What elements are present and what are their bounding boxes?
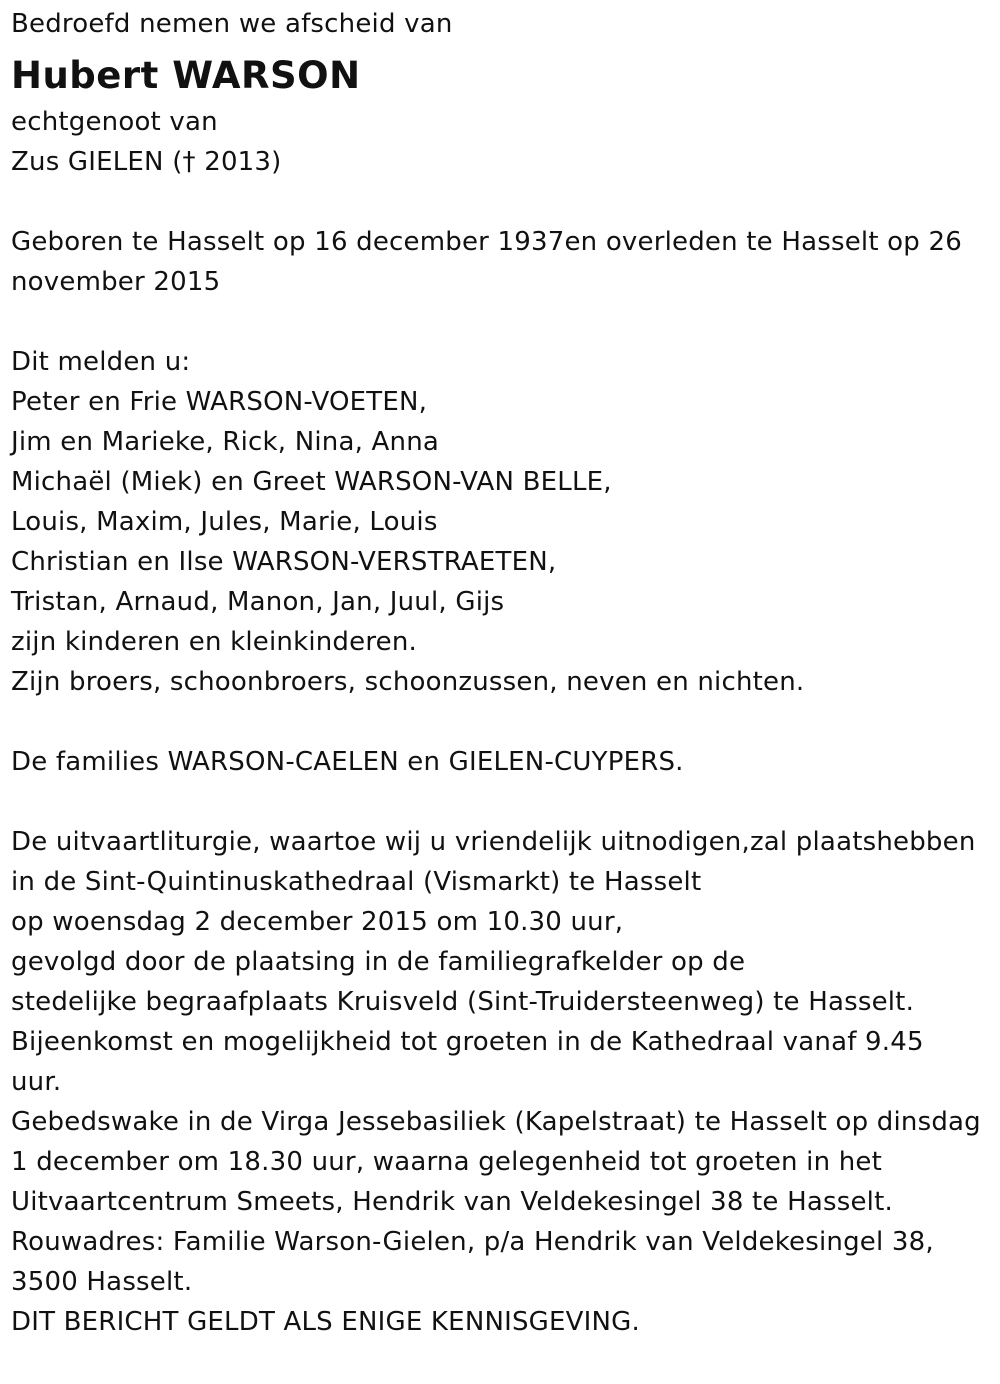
families-text: De families WARSON-CAELEN en GIELEN-CUYPERS. [11, 747, 684, 777]
spouse-line [11, 142, 986, 182]
obituary-document [11, 4, 986, 1342]
family-line: Zijn broers, schoonbroers, schoonzussen, neven en nichten. [11, 667, 805, 697]
funeral-line: stedelijke begraafplaats Kruisveld (Sint-Truidersteenweg) te Hasselt. [11, 987, 915, 1017]
announcers-intro: Dit melden u: [11, 347, 191, 377]
family-line: Jim en Marieke, Rick, Nina, Anna [11, 427, 440, 457]
family-line: Tristan, Arnaud, Manon, Jan, Juul, Gijs [11, 587, 505, 617]
funeral-line: gevolgd door de plaatsing in de familiegrafkelder op de [11, 947, 746, 977]
family-line: Christian en Ilse WARSON-VERSTRAETEN, [11, 547, 557, 577]
birth-death-text: Geboren te Hasselt op 16 december 1937en overleden te Hasselt op 26 november 2015 [11, 227, 962, 297]
family-line: Michaël (Miek) en Greet WARSON-VAN BELLE, [11, 467, 612, 497]
intro-text: Bedroefd nemen we afscheid van [11, 9, 453, 39]
spacer [11, 182, 986, 222]
vigil-text: Gebedswake in de Virga Jessebasiliek (Kapelstraat) te Hasselt op dinsdag 1 december om 18.30 uur, waarna gelegenheid tot groeten in het Uitvaartcentrum Smeets, Hendrik van Veldekesingel 38 te Hasselt. [11, 1107, 981, 1217]
spacer [11, 782, 986, 822]
gathering-text: Bijeenkomst en mogelijkheid tot groeten in de Kathedraal vanaf 9.45 uur. [11, 1027, 924, 1097]
family-line: Peter en Frie WARSON-VOETEN, [11, 387, 428, 417]
address-text: Rouwadres: Familie Warson-Gielen, p/a Hendrik van Veldekesingel 38, 3500 Hasselt. [11, 1227, 934, 1297]
spouse-name: Zus GIELEN [11, 147, 164, 177]
funeral-line: op woensdag 2 december 2015 om 10.30 uur, [11, 907, 624, 937]
spacer [11, 302, 986, 342]
funeral-line: De uitvaartliturgie, waartoe wij u vriendelijk uitnodigen,zal plaatshebben [11, 827, 976, 857]
funeral-line: in de Sint-Quintinuskathedraal (Vismarkt) te Hasselt [11, 867, 702, 897]
spacer [11, 702, 986, 742]
deceased-name: Hubert WARSON [11, 54, 361, 97]
notice-text: DIT BERICHT GELDT ALS ENIGE KENNISGEVING. [11, 1307, 640, 1337]
family-line: zijn kinderen en kleinkinderen. [11, 627, 417, 657]
family-line: Louis, Maxim, Jules, Marie, Louis [11, 507, 438, 537]
spouse-death-year: († 2013) [172, 147, 282, 177]
spouse-label: echtgenoot van [11, 107, 218, 137]
